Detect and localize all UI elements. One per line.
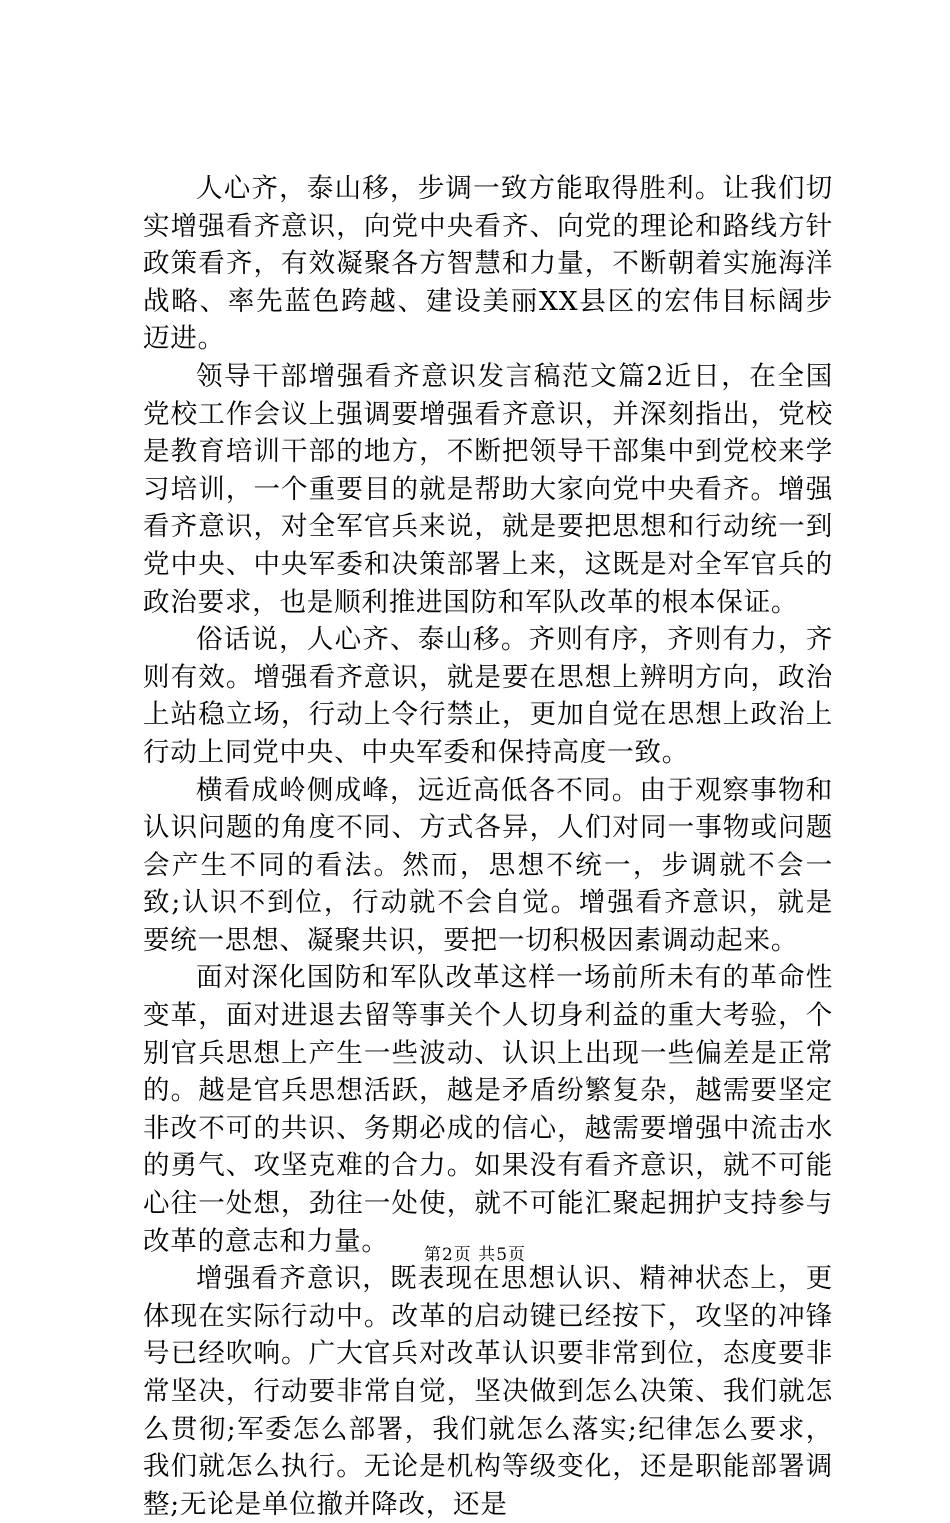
paragraph: 领导干部增强看齐意识发言稿范文篇2近日，在全国党校工作会议上强调要增强看齐意识，并深刻指出，党校是教育培训干部的地方，不断把领导干部集中到党校来学习培训，一个重要目的就是帮助大家向党中央看齐。增强看齐意识，对全军官兵来说，就是要把思想和行动统一到党中央、中央军委和决策部署上来，这既是对全军官兵的政治要求，也是顺利推进国防和军队改革的根本保证。 (143, 360, 833, 618)
paragraph: 人心齐，泰山移，步调一致方能取得胜利。让我们切实增强看齐意识，向党中央看齐、向党的理论和路线方针政策看齐，有效凝聚各方智慧和力量，不断朝着实施海洋战略、率先蓝色跨越、建设美丽XX县区的宏伟目标阔步迈进。 (143, 173, 833, 355)
page-footer: 第2页 共5页 (423, 1245, 527, 1265)
paragraph: 俗话说，人心齐、泰山移。齐则有序，齐则有力，齐则有效。增强看齐意识，就是要在思想上辨明方向，政治上站稳立场，行动上令行禁止，更加自觉在思想上政治上行动上同党中央、中央军委和保持高度一致。 (143, 624, 833, 768)
paragraph: 增强看齐意识，既表现在思想认识、精神状态上，更体现在实际行动中。改革的启动键已经按下，攻坚的冲锋号已经吹响。广大官兵对改革认识要非常到位，态度要非常坚决，行动要非常自觉，坚决做到怎么决策、我们就怎么贯彻;军委怎么部署，我们就怎么落实;纪律怎么要求，我们就怎么执行。无论是机构等级变化，还是职能部署调整;无论是单位撤并降改，还是 (143, 1263, 833, 1520)
paragraph: 面对深化国防和军队改革这样一场前所未有的革命性变革，面对进退去留等事关个人切身利益的重大考验，个别官兵思想上产生一些波动、认识上出现一些偏差是正常的。越是官兵思想活跃，越是矛盾纷繁复杂，越需要坚定非改不可的共识、务期必成的信心，越需要增强中流击水的勇气、攻坚克难的合力。如果没有看齐意识，就不可能心往一处想，劲往一处使，就不可能汇聚起拥护支持参与改革的意志和力量。 (143, 962, 833, 1257)
document-body (143, 170, 833, 1523)
paragraph: 横看成岭侧成峰，远近高低各不同。由于观察事物和认识问题的角度不同、方式各异，人们对同一事物或问题会产生不同的看法。然而，思想不统一，步调就不会一致;认识不到位，行动就不会自觉。增强看齐意识，就是要统一思想、凝聚共识，要把一切积极因素调动起来。 (143, 774, 833, 956)
